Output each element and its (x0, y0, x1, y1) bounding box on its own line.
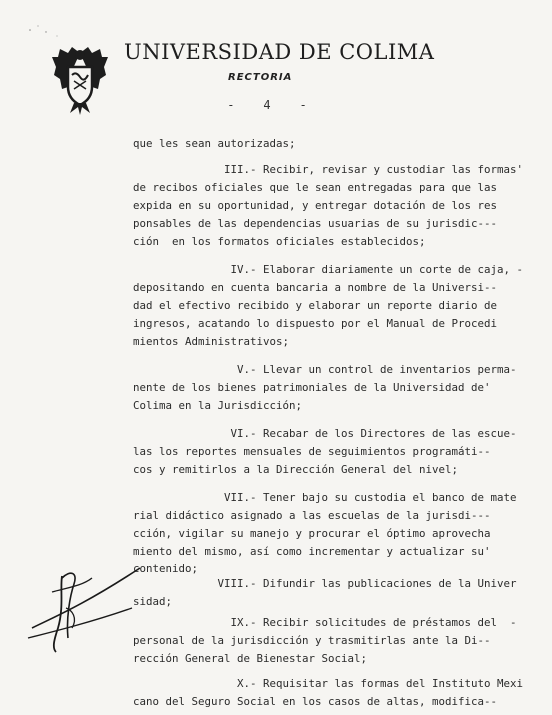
text-line: cano del Seguro Social en los casos de altas, modifica-- (133, 695, 498, 708)
text-line: V.- Llevar un control de inventarios perma- (133, 363, 517, 376)
institution-name: UNIVERSIDAD DE COLIMA (124, 40, 435, 64)
text-line: ponsables de las dependencias usuarias de su jurisdic--- (133, 217, 498, 230)
text-line: depositando en cuenta bancaria a nombre de la Universi-- (133, 281, 498, 294)
text-line: IX.- Recibir solicitudes de préstamos del - (133, 616, 517, 629)
text-line: dad el efectivo recibido y elaborar un reporte diario de (133, 299, 498, 312)
text-line: que les sean autorizadas; (133, 137, 296, 150)
text-line: expida en su oportunidad, y entregar dotación de los res (133, 199, 498, 212)
text-line: nente de los bienes patrimoniales de la Universidad de' (133, 381, 491, 394)
text-line: las los reportes mensuales de seguimientos programáti-- (133, 445, 491, 458)
office-title: RECTORIA (228, 72, 293, 83)
text-line: X.- Requisitar las formas del Instituto Mexi (133, 677, 524, 690)
text-line: contenido; (133, 562, 199, 575)
text-line: de recibos oficiales que le sean entregadas para que las (133, 181, 498, 194)
text-line: IV.- Elaborar diariamente un corte de caja, - (133, 263, 524, 276)
text-line: personal de la jurisdicción y trasmitirlas ante la Di-- (133, 634, 491, 647)
handwritten-signature (22, 548, 142, 668)
text-line: sidad; (133, 595, 173, 608)
text-line: Colima en la Jurisdicción; (133, 399, 303, 412)
text-line: miento del mismo, así como incrementar y actualizar su' (133, 545, 491, 558)
text-line: rial didáctico asignado a las escuelas de la jurisdi--- (133, 509, 491, 522)
text-line: rección General de Bienestar Social; (133, 652, 368, 665)
text-line: cción, vigilar su manejo y procurar el óptimo aprovecha (133, 527, 491, 540)
scan-specks (24, 22, 64, 42)
text-line: ingresos, acatando lo dispuesto por el Manual de Procedi (133, 317, 498, 330)
page-number: - 4 - (227, 98, 307, 112)
text-line: III.- Recibir, revisar y custodiar las formas' (133, 163, 524, 176)
text-line: ción en los formatos oficiales establecidos; (133, 235, 426, 248)
text-line: mientos Administrativos; (133, 335, 290, 348)
text-line: VI.- Recabar de los Directores de las escue- (133, 427, 517, 440)
text-line: VIII.- Difundir las publicaciones de la Univer (133, 577, 517, 590)
university-crest-logo (52, 45, 108, 115)
text-line: VII.- Tener bajo su custodia el banco de mate (133, 491, 517, 504)
text-line: cos y remitirlos a la Dirección General del nivel; (133, 463, 459, 476)
